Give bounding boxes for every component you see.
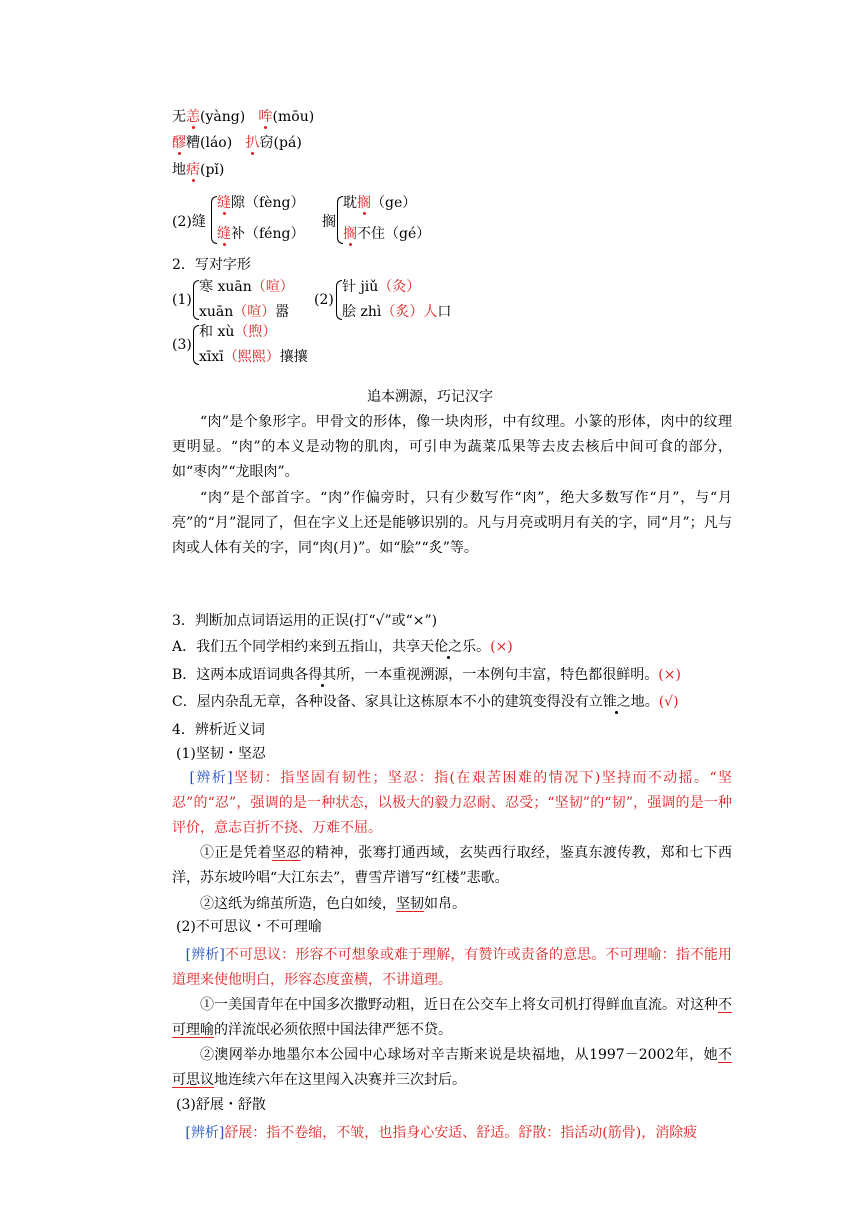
pinyin-line-3 [172, 160, 224, 180]
highlight-char: 痞 [186, 162, 200, 178]
text: 糟(láo) [186, 135, 233, 151]
text: 地 [172, 162, 186, 178]
text: 补（féng） [231, 226, 305, 242]
analysis-text: 坚韧：指坚固有韧性；坚忍：指(在艰苦困难的情况下)坚持而不动摇。“坚忍”的“忍”，强调的是一种状态，以极大的毅力忍耐、忍受；“坚韧”的“韧”，强调的是一种评价，意志百折不挠、万难不屈。 [172, 770, 732, 836]
highlight-char: 恙 [186, 109, 200, 125]
answer: (×) [490, 639, 513, 655]
group-label: (3) [172, 337, 192, 353]
text: 的精神，张骞打通西域，玄奘西行取经，鉴真东渡传教，郑和七下西洋，苏东坡吟唱“大江东去”，曹雪芹谱写“红楼”悲歌。 [172, 845, 733, 886]
text: xīxī [199, 349, 224, 365]
dotted-word: 天伦之乐 [420, 639, 477, 655]
text: 。 [644, 694, 659, 710]
highlight-char: 缝 [217, 195, 231, 211]
highlight-char: 哞 [258, 109, 273, 125]
bianxi-label: [辨析] [185, 947, 225, 963]
dotted-word: 各得其所 [294, 667, 351, 683]
g3-line-1 [199, 322, 276, 342]
text: 嚣 [275, 304, 290, 320]
pinyin: (yàng) [200, 109, 246, 125]
origin-paragraph-2: “肉”是个部首字。“肉”作偏旁时，只有少数写作“肉”，绝大多数写作“月”，与“月亮”的“月”混同了，但在字义上还是能够识别的。凡与月亮或明月有关的字，同“月”；凡与肉或人体有关的字，同“肉(月)”。如“脍”“炙”等。 [172, 490, 732, 556]
bianxi-label: [辨析] [189, 770, 233, 786]
judge-item-a [172, 637, 513, 657]
highlight-char: 搁 [357, 195, 371, 211]
answer: （喧） [251, 279, 294, 295]
bianxi-label: [辨析] [185, 1125, 225, 1141]
ge-line-1 [343, 193, 416, 213]
judge-item-b [172, 665, 681, 685]
feng-line-2 [217, 224, 304, 244]
pinyin: (mōu) [272, 109, 315, 125]
text: ②澳网举办地墨尔本公园中心球场对辛吉斯来说是块福地，从1997－2002年，她 [200, 1047, 718, 1063]
question-title: (1)坚韧・坚忍 [176, 746, 266, 762]
pinyin: （ge） [371, 195, 417, 211]
pinyin-line-1 [172, 107, 314, 127]
q2-example-1 [172, 993, 732, 1043]
text: ①正是凭着 [200, 845, 272, 861]
text: B．这两本成语词典 [172, 667, 295, 683]
answer: （煦） [234, 324, 277, 340]
text: ①一美国青年在中国多次撒野动粗，近日在公交车上将女司机打得鲜血直流。对这种 [200, 997, 718, 1013]
g1-line-2 [199, 302, 289, 322]
highlight-char: 醪 [172, 135, 186, 151]
text: 。 [476, 639, 491, 655]
text: 攘攘 [279, 349, 308, 365]
text: 的洋流氓必须依照中国法律严惩不贷。 [214, 1022, 452, 1038]
dotted-word: 立锥之地 [588, 694, 645, 710]
q3-analysis [172, 1121, 732, 1146]
highlight-char: 搁 [343, 226, 357, 242]
feng-line-1 [217, 193, 304, 213]
judge-item-c [172, 692, 679, 712]
text: 不住（gé） [357, 226, 431, 242]
text: 针 jiǔ [342, 279, 379, 295]
underlined-word: 坚忍 [271, 845, 301, 861]
g3-line-2 [199, 347, 308, 367]
highlight-char: 扒 [245, 135, 260, 151]
analysis-text: 舒展：指不卷缩，不皱，也指身心安适、舒适。舒散：指活动(筋骨)，消除疲 [224, 1125, 698, 1141]
text: 窃(pá) [259, 135, 302, 151]
text: 寒 xuān [199, 279, 252, 295]
text: 口 [437, 304, 452, 320]
question-title: (2)不可思议・不可理喻 [176, 919, 322, 935]
answer: (×) [658, 667, 681, 683]
group-label: (2) [314, 292, 334, 308]
question-title: (3)舒展・舒散 [176, 1097, 266, 1113]
text: ，一本重视溯源，一本例句丰富，特色都很鲜明。 [350, 667, 659, 683]
section-title: 4．辨析近义词 [172, 722, 265, 738]
origin-title: 追本溯源，巧记汉字 [367, 389, 493, 405]
q1-example-2 [172, 892, 732, 917]
q1-analysis [172, 766, 732, 841]
answer: （喧） [233, 304, 276, 320]
g2-line-1 [342, 277, 420, 297]
text: 隙（fèng） [231, 195, 305, 211]
q1-example-1 [172, 841, 732, 891]
q2-example-2 [172, 1043, 732, 1093]
ge-line-2 [343, 224, 430, 244]
text: A．我们五个同学相约来到五指山，共享 [172, 639, 421, 655]
pinyin: (pǐ) [200, 162, 225, 178]
text: 和 xù [199, 324, 235, 340]
underlined-word: 坚韧 [396, 896, 424, 912]
text: ②这纸为绵茧所造，色白如绫， [200, 896, 396, 912]
answer: （熙熙） [223, 349, 280, 365]
text: C．屋内杂乱无章，各种设备、家具让这栋原本不小的建筑变得没有 [172, 694, 589, 710]
text: 耽 [343, 195, 357, 211]
group-label: 搁 [322, 214, 336, 230]
text: 如帛。 [424, 896, 466, 912]
group-label: (2)缝 [172, 214, 206, 230]
analysis-text: 不可思议：形容不可想象或难于理解，有赞许或责备的意思。不可理喻：指不能用道理来使他明白，形容态度蛮横，不讲道理。 [172, 947, 733, 988]
section-title: 3．判断加点词语运用的正误(打“√”或“×”) [172, 613, 438, 629]
g2-line-2 [342, 302, 451, 322]
answer: （灸） [378, 279, 421, 295]
text: 地连续六年在这里闯入决赛并三次封后。 [214, 1072, 466, 1088]
text: xuān [199, 304, 234, 320]
origin-paragraph-1: “肉”是个象形字。甲骨文的形体，像一块肉形，中有纹理。小篆的形体，肉中的纹理更明显。“肉”的本义是动物的肌肉，可引申为蔬菜瓜果等去皮去核后中间可食的部分，如“枣肉”“龙眼肉”。 [172, 414, 732, 480]
group-label: (1) [172, 292, 192, 308]
answer: （炙）人 [381, 304, 438, 320]
q2-analysis [172, 943, 732, 993]
text: 无 [172, 109, 186, 125]
pinyin-line-2 [172, 133, 302, 153]
underlined-word: 不可思议 [172, 1047, 732, 1088]
text: 脍 zhì [342, 304, 382, 320]
answer: (√) [658, 694, 679, 710]
highlight-char: 缝 [217, 226, 231, 242]
underlined-word: 不可理喻 [172, 997, 732, 1038]
section-title: 2．写对字形 [172, 257, 251, 273]
g1-line-1 [199, 277, 294, 297]
